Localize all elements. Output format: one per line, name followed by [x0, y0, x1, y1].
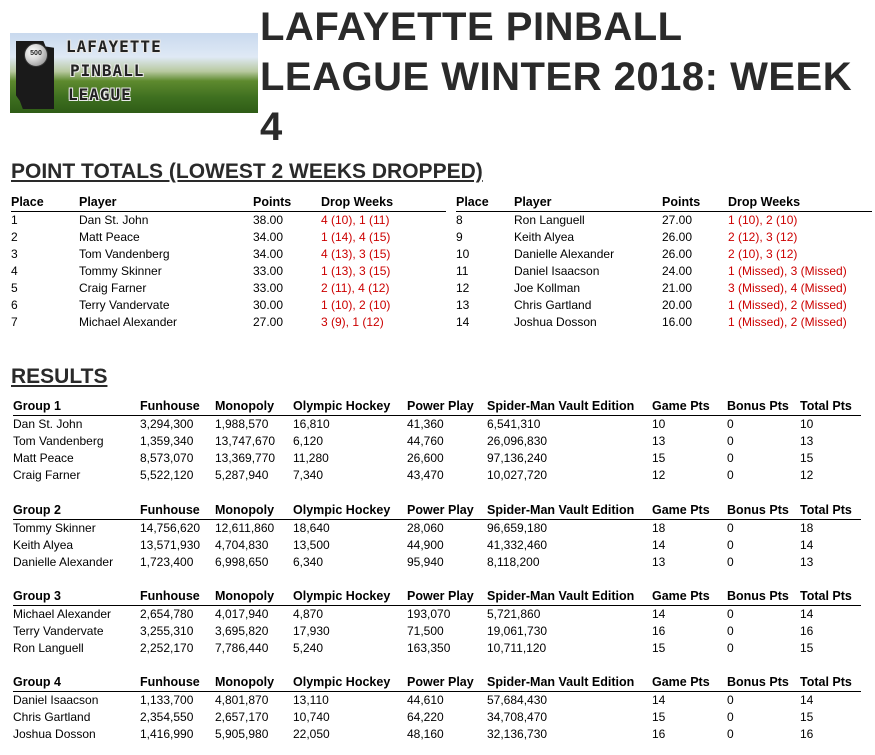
score-cell: 5,522,120	[140, 468, 194, 482]
col-header: Olympic Hockey	[293, 503, 391, 517]
result-row	[13, 623, 861, 640]
results-group-table	[13, 502, 861, 571]
score-cell: 14	[652, 693, 666, 707]
result-row	[13, 709, 861, 726]
player-cell: Tommy Skinner	[13, 521, 96, 535]
score-cell: 0	[727, 417, 734, 431]
player-cell: Dan St. John	[79, 213, 149, 227]
points-cell: 38.00	[253, 213, 284, 227]
result-row	[13, 606, 861, 624]
score-cell: 163,350	[407, 641, 451, 655]
player-cell: Tom Vandenberg	[79, 247, 170, 261]
score-cell: 44,610	[407, 693, 444, 707]
result-row	[13, 726, 861, 743]
place-cell: 2	[11, 230, 18, 244]
drop-weeks-cell: 2 (10), 3 (12)	[728, 247, 798, 261]
logo-text-line-3: LEAGUE	[68, 85, 132, 104]
player-cell: Danielle Alexander	[13, 555, 114, 569]
standings-row	[11, 314, 446, 331]
score-cell: 15	[652, 451, 666, 465]
points-cell: 21.00	[662, 281, 693, 295]
col-header: Monopoly	[215, 399, 275, 413]
place-cell: 7	[11, 315, 18, 329]
player-cell: Chris Gartland	[13, 710, 91, 724]
score-cell: 5,721,860	[487, 607, 541, 621]
score-cell: 1,988,570	[215, 417, 269, 431]
score-cell: 4,870	[293, 607, 324, 621]
point-totals-rows-right	[456, 212, 872, 332]
score-cell: 0	[727, 624, 734, 638]
score-cell: 14	[800, 693, 814, 707]
standings-row	[456, 314, 872, 331]
score-cell: 15	[652, 710, 666, 724]
score-cell: 14	[652, 607, 666, 621]
score-cell: 13	[800, 555, 814, 569]
result-row	[13, 554, 861, 571]
score-cell: 1,133,700	[140, 693, 194, 707]
col-header-drop-weeks: Drop Weeks	[321, 195, 394, 209]
col-header-player: Player	[514, 195, 552, 209]
score-cell: 6,120	[293, 434, 324, 448]
score-cell: 1,416,990	[140, 727, 194, 741]
score-cell: 8,118,200	[487, 555, 540, 569]
score-cell: 13,747,670	[215, 434, 276, 448]
result-row	[13, 467, 861, 484]
score-cell: 2,354,550	[140, 710, 194, 724]
col-header-points: Points	[253, 195, 292, 209]
player-cell: Craig Farner	[13, 468, 81, 482]
score-cell: 0	[727, 710, 734, 724]
score-cell: 8,573,070	[140, 451, 194, 465]
place-cell: 8	[456, 213, 463, 227]
score-cell: 10	[800, 417, 814, 431]
score-cell: 14	[652, 538, 666, 552]
score-cell: 97,136,240	[487, 451, 548, 465]
drop-weeks-cell: 1 (Missed), 3 (Missed)	[728, 264, 847, 278]
score-cell: 2,654,780	[140, 607, 194, 621]
player-cell: Tommy Skinner	[79, 264, 162, 278]
page-title: LAFAYETTE PINBALL LEAGUE WINTER 2018: WEEK 4	[260, 5, 853, 149]
score-cell: 0	[727, 727, 734, 741]
score-cell: 14,756,620	[140, 521, 201, 535]
standings-row	[11, 297, 446, 314]
col-header: Spider-Man Vault Edition	[487, 399, 635, 413]
score-cell: 15	[800, 641, 814, 655]
col-header-place: Place	[456, 195, 489, 209]
score-cell: 12	[652, 468, 666, 482]
score-cell: 13,369,770	[215, 451, 276, 465]
score-cell: 14	[800, 538, 814, 552]
col-header: Total Pts	[800, 399, 852, 413]
points-cell: 34.00	[253, 230, 284, 244]
group-name: Group 1	[13, 399, 61, 413]
pinball-icon	[24, 43, 48, 67]
score-cell: 3,294,300	[140, 417, 194, 431]
result-row	[13, 537, 861, 554]
league-logo	[10, 33, 258, 113]
score-cell: 13	[652, 555, 666, 569]
col-header: Funhouse	[140, 503, 200, 517]
col-header: Funhouse	[140, 399, 200, 413]
group-header-row	[13, 674, 861, 692]
col-header: Monopoly	[215, 675, 275, 689]
drop-weeks-cell: 2 (11), 4 (12)	[321, 281, 390, 295]
drop-weeks-cell: 2 (12), 3 (12)	[728, 230, 798, 244]
points-cell: 24.00	[662, 264, 693, 278]
col-header: Total Pts	[800, 503, 852, 517]
col-header: Olympic Hockey	[293, 399, 391, 413]
points-cell: 33.00	[253, 264, 284, 278]
col-header: Power Play	[407, 589, 474, 603]
points-cell: 34.00	[253, 247, 284, 261]
drop-weeks-cell: 1 (13), 3 (15)	[321, 264, 391, 278]
score-cell: 5,287,940	[215, 468, 269, 482]
standings-row	[11, 246, 446, 263]
score-cell: 44,900	[407, 538, 444, 552]
standings-row	[456, 280, 872, 297]
score-cell: 5,905,980	[215, 727, 269, 741]
results-group-table	[13, 674, 861, 743]
result-row	[13, 450, 861, 467]
score-cell: 0	[727, 434, 734, 448]
player-cell: Terry Vandervate	[79, 298, 170, 312]
player-cell: Michael Alexander	[13, 607, 112, 621]
col-header-place: Place	[11, 195, 44, 209]
col-header: Total Pts	[800, 589, 852, 603]
standings-row	[11, 229, 446, 246]
place-cell: 5	[11, 281, 18, 295]
points-cell: 27.00	[662, 213, 693, 227]
score-cell: 26,600	[407, 451, 444, 465]
score-cell: 71,500	[407, 624, 444, 638]
col-header: Spider-Man Vault Edition	[487, 675, 635, 689]
col-header-points: Points	[662, 195, 701, 209]
drop-weeks-cell: 1 (10), 2 (10)	[728, 213, 798, 227]
score-cell: 16	[800, 727, 814, 741]
score-cell: 4,017,940	[215, 607, 269, 621]
standings-row	[456, 297, 872, 314]
score-cell: 41,360	[407, 417, 444, 431]
table-header-row	[456, 194, 872, 212]
standings-row	[456, 246, 872, 263]
group-name: Group 3	[13, 589, 61, 603]
logo-text-line-2: PINBALL	[70, 61, 145, 80]
score-cell: 18,640	[293, 521, 330, 535]
score-cell: 3,695,820	[215, 624, 269, 638]
player-cell: Danielle Alexander	[514, 247, 615, 261]
points-cell: 33.00	[253, 281, 284, 295]
score-cell: 12,611,860	[215, 521, 275, 535]
points-cell: 20.00	[662, 298, 693, 312]
result-row	[13, 520, 861, 538]
score-cell: 0	[727, 641, 734, 655]
col-header: Power Play	[407, 399, 474, 413]
score-cell: 13,571,930	[140, 538, 201, 552]
player-cell: Matt Peace	[79, 230, 140, 244]
logo-ball-text: 500	[30, 50, 42, 57]
score-cell: 26,096,830	[487, 434, 548, 448]
score-cell: 13,500	[293, 538, 330, 552]
score-cell: 43,470	[407, 468, 444, 482]
player-cell: Matt Peace	[13, 451, 74, 465]
results-heading: RESULTS	[11, 365, 108, 388]
logo-text-line-1: LAFAYETTE	[66, 37, 162, 56]
player-cell: Keith Alyea	[13, 538, 74, 552]
points-cell: 16.00	[662, 315, 693, 329]
standings-row	[11, 263, 446, 280]
result-row	[13, 433, 861, 450]
score-cell: 1,359,340	[140, 434, 194, 448]
score-cell: 16	[800, 624, 814, 638]
col-header: Monopoly	[215, 589, 275, 603]
standings-row	[456, 229, 872, 246]
score-cell: 22,050	[293, 727, 330, 741]
score-cell: 16	[652, 727, 666, 741]
score-cell: 64,220	[407, 710, 444, 724]
score-cell: 6,340	[293, 555, 324, 569]
player-cell: Tom Vandenberg	[13, 434, 104, 448]
col-header: Game Pts	[652, 589, 710, 603]
player-cell: Daniel Isaacson	[13, 693, 99, 707]
place-cell: 9	[456, 230, 463, 244]
point-totals-rows-left	[11, 212, 446, 332]
player-cell: Daniel Isaacson	[514, 264, 600, 278]
standings-row	[456, 212, 872, 230]
score-cell: 15	[800, 710, 814, 724]
score-cell: 15	[800, 451, 814, 465]
player-cell: Keith Alyea	[514, 230, 575, 244]
col-header: Funhouse	[140, 675, 200, 689]
points-cell: 27.00	[253, 315, 284, 329]
standings-row	[456, 263, 872, 280]
player-cell: Terry Vandervate	[13, 624, 104, 638]
score-cell: 32,136,730	[487, 727, 548, 741]
score-cell: 18	[652, 521, 666, 535]
col-header-drop-weeks: Drop Weeks	[728, 195, 801, 209]
score-cell: 16,810	[293, 417, 330, 431]
score-cell: 12	[800, 468, 814, 482]
score-cell: 5,240	[293, 641, 324, 655]
col-header: Spider-Man Vault Edition	[487, 589, 635, 603]
score-cell: 95,940	[407, 555, 444, 569]
point-totals-table-left	[11, 194, 446, 331]
score-cell: 13,110	[293, 693, 329, 707]
score-cell: 0	[727, 451, 734, 465]
score-cell: 13	[652, 434, 666, 448]
col-header: Bonus Pts	[727, 399, 789, 413]
group-header-row	[13, 398, 861, 416]
score-cell: 2,657,170	[215, 710, 269, 724]
col-header: Bonus Pts	[727, 675, 789, 689]
group-header-row	[13, 588, 861, 606]
col-header: Game Pts	[652, 399, 710, 413]
score-cell: 3,255,310	[140, 624, 194, 638]
drop-weeks-cell: 4 (13), 3 (15)	[321, 247, 391, 261]
score-cell: 10,740	[293, 710, 330, 724]
score-cell: 6,998,650	[215, 555, 269, 569]
player-cell: Joshua Dosson	[514, 315, 597, 329]
results-group-table	[13, 588, 861, 657]
score-cell: 0	[727, 693, 734, 707]
score-cell: 34,708,470	[487, 710, 548, 724]
place-cell: 3	[11, 247, 18, 261]
player-cell: Joe Kollman	[514, 281, 581, 295]
page-header	[0, 0, 875, 150]
score-cell: 28,060	[407, 521, 444, 535]
point-totals-heading: POINT TOTALS (LOWEST 2 WEEKS DROPPED)	[11, 160, 483, 183]
player-cell: Joshua Dosson	[13, 727, 96, 741]
drop-weeks-cell: 4 (10), 1 (11)	[321, 213, 390, 227]
col-header: Olympic Hockey	[293, 589, 391, 603]
group-header-row	[13, 502, 861, 520]
score-cell: 0	[727, 538, 734, 552]
player-cell: Ron Languell	[514, 213, 585, 227]
score-cell: 14	[800, 607, 814, 621]
drop-weeks-cell: 3 (Missed), 4 (Missed)	[728, 281, 847, 295]
group-name: Group 2	[13, 503, 61, 517]
place-cell: 1	[11, 213, 18, 227]
score-cell: 16	[652, 624, 666, 638]
score-cell: 10,027,720	[487, 468, 548, 482]
score-cell: 11,280	[293, 451, 329, 465]
col-header: Bonus Pts	[727, 503, 789, 517]
col-header: Monopoly	[215, 503, 275, 517]
standings-row	[11, 280, 446, 297]
place-cell: 4	[11, 264, 18, 278]
results-group-table	[13, 398, 861, 484]
drop-weeks-cell: 1 (14), 4 (15)	[321, 230, 391, 244]
result-row	[13, 640, 861, 657]
score-cell: 10,711,120	[487, 641, 547, 655]
score-cell: 48,160	[407, 727, 444, 741]
place-cell: 6	[11, 298, 18, 312]
score-cell: 4,801,870	[215, 693, 269, 707]
score-cell: 4,704,830	[215, 538, 269, 552]
score-cell: 0	[727, 521, 734, 535]
drop-weeks-cell: 1 (Missed), 2 (Missed)	[728, 315, 847, 329]
score-cell: 193,070	[407, 607, 451, 621]
score-cell: 10	[652, 417, 666, 431]
place-cell: 12	[456, 281, 470, 295]
drop-weeks-cell: 1 (10), 2 (10)	[321, 298, 391, 312]
score-cell: 6,541,310	[487, 417, 541, 431]
points-cell: 26.00	[662, 230, 693, 244]
score-cell: 15	[652, 641, 666, 655]
player-cell: Chris Gartland	[514, 298, 592, 312]
player-cell: Dan St. John	[13, 417, 83, 431]
col-header: Power Play	[407, 503, 474, 517]
player-cell: Michael Alexander	[79, 315, 178, 329]
result-row	[13, 416, 861, 434]
score-cell: 0	[727, 555, 734, 569]
table-header-row	[11, 194, 446, 212]
score-cell: 7,340	[293, 468, 324, 482]
place-cell: 13	[456, 298, 470, 312]
score-cell: 7,786,440	[215, 641, 269, 655]
col-header: Spider-Man Vault Edition	[487, 503, 635, 517]
score-cell: 2,252,170	[140, 641, 194, 655]
score-cell: 17,930	[293, 624, 330, 638]
place-cell: 14	[456, 315, 470, 329]
col-header: Funhouse	[140, 589, 200, 603]
result-row	[13, 692, 861, 710]
player-cell: Ron Languell	[13, 641, 84, 655]
points-cell: 26.00	[662, 247, 693, 261]
score-cell: 57,684,430	[487, 693, 548, 707]
standings-row	[11, 212, 446, 230]
score-cell: 0	[727, 468, 734, 482]
col-header: Total Pts	[800, 675, 852, 689]
place-cell: 10	[456, 247, 470, 261]
score-cell: 0	[727, 607, 734, 621]
place-cell: 11	[456, 264, 469, 278]
point-totals-table-right	[456, 194, 872, 331]
score-cell: 1,723,400	[140, 555, 194, 569]
score-cell: 13	[800, 434, 814, 448]
score-cell: 44,760	[407, 434, 444, 448]
col-header: Power Play	[407, 675, 474, 689]
col-header-player: Player	[79, 195, 117, 209]
drop-weeks-cell: 3 (9), 1 (12)	[321, 315, 384, 329]
score-cell: 19,061,730	[487, 624, 548, 638]
col-header: Olympic Hockey	[293, 675, 391, 689]
drop-weeks-cell: 1 (Missed), 2 (Missed)	[728, 298, 847, 312]
group-name: Group 4	[13, 675, 61, 689]
col-header: Bonus Pts	[727, 589, 789, 603]
points-cell: 30.00	[253, 298, 284, 312]
score-cell: 96,659,180	[487, 521, 548, 535]
col-header: Game Pts	[652, 503, 710, 517]
player-cell: Craig Farner	[79, 281, 147, 295]
score-cell: 18	[800, 521, 814, 535]
col-header: Game Pts	[652, 675, 710, 689]
score-cell: 41,332,460	[487, 538, 548, 552]
